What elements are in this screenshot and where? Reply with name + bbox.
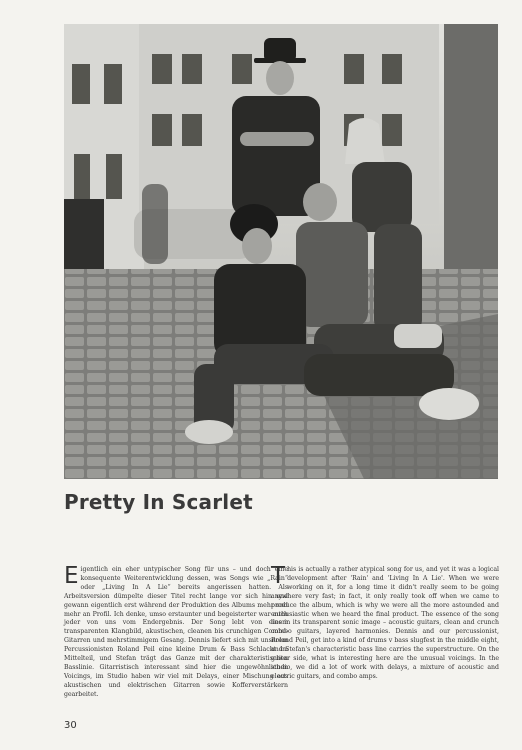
band-photo-graphic — [64, 24, 498, 479]
band-photo — [64, 24, 498, 479]
english-text-column: This is actually a rather atypical song for us, and yet it was a logical development after 'Rain' and 'Living In A Lie'. When we were working on it, for a long time it didn't really seem to be going anywhere very fast; in fact, it only really took off when we came to produce the album, which is why we were all the more astounded and enthusiastic when we heard the final product. The essence of the song lies in its transparent sonic image – acoustic guitars, clean and crunch combo guitars, layered harmonies. Dennis and our percussionist, Roland Peil, get into a kind of drums v bass slugfest in the middle eight, and Stefan's characteristic bass line carries the superstructure. On the guitar side, what is interesting here are the unusual voicings. In the studio, we did a lot of work with delays, a mixture of acoustic and electric guitars, and combo amps. — [271, 563, 499, 680]
german-text-column: Eigentlich ein eher untypischer Song für uns – und doch eine konsequente Weiterentwicklung dessen, was Songs wie „Rain“ oder „Living In A Lie“ bereits angerissen hatten. Als Arbeitsversion dümpelte dieser Titel recht lange vor sich hin und gewann eigentlich erst während der Produktion des Albums mehr und mehr an Profil. Ich denke, umso erstaunter und begeisterter war auch jeder von uns vom Endergebnis. Der Song lebt von einem transparenten Klangbild, akustischen, cleanen bis crunchigen Combo-Gitarren und mehrstimmigem Gesang. Dennis liefert sich mit unserem Percussionisten Roland Peil eine kleine Drum & Bass Schlacht im Mittelteil, und Stefan trägt das Ganze mit der charakteristischen Basslinie. Gitarristisch interessant sind hier die ungewöhnlichen Voicings, im Studio haben wir viel mit Delays, einer Mischung aus akustischen und elektrischen Gitarren sowie Kofferverstärkern gearbeitet. — [64, 563, 288, 698]
page-number: 30 — [64, 720, 77, 731]
article-title: Pretty In Scarlet — [64, 490, 253, 514]
